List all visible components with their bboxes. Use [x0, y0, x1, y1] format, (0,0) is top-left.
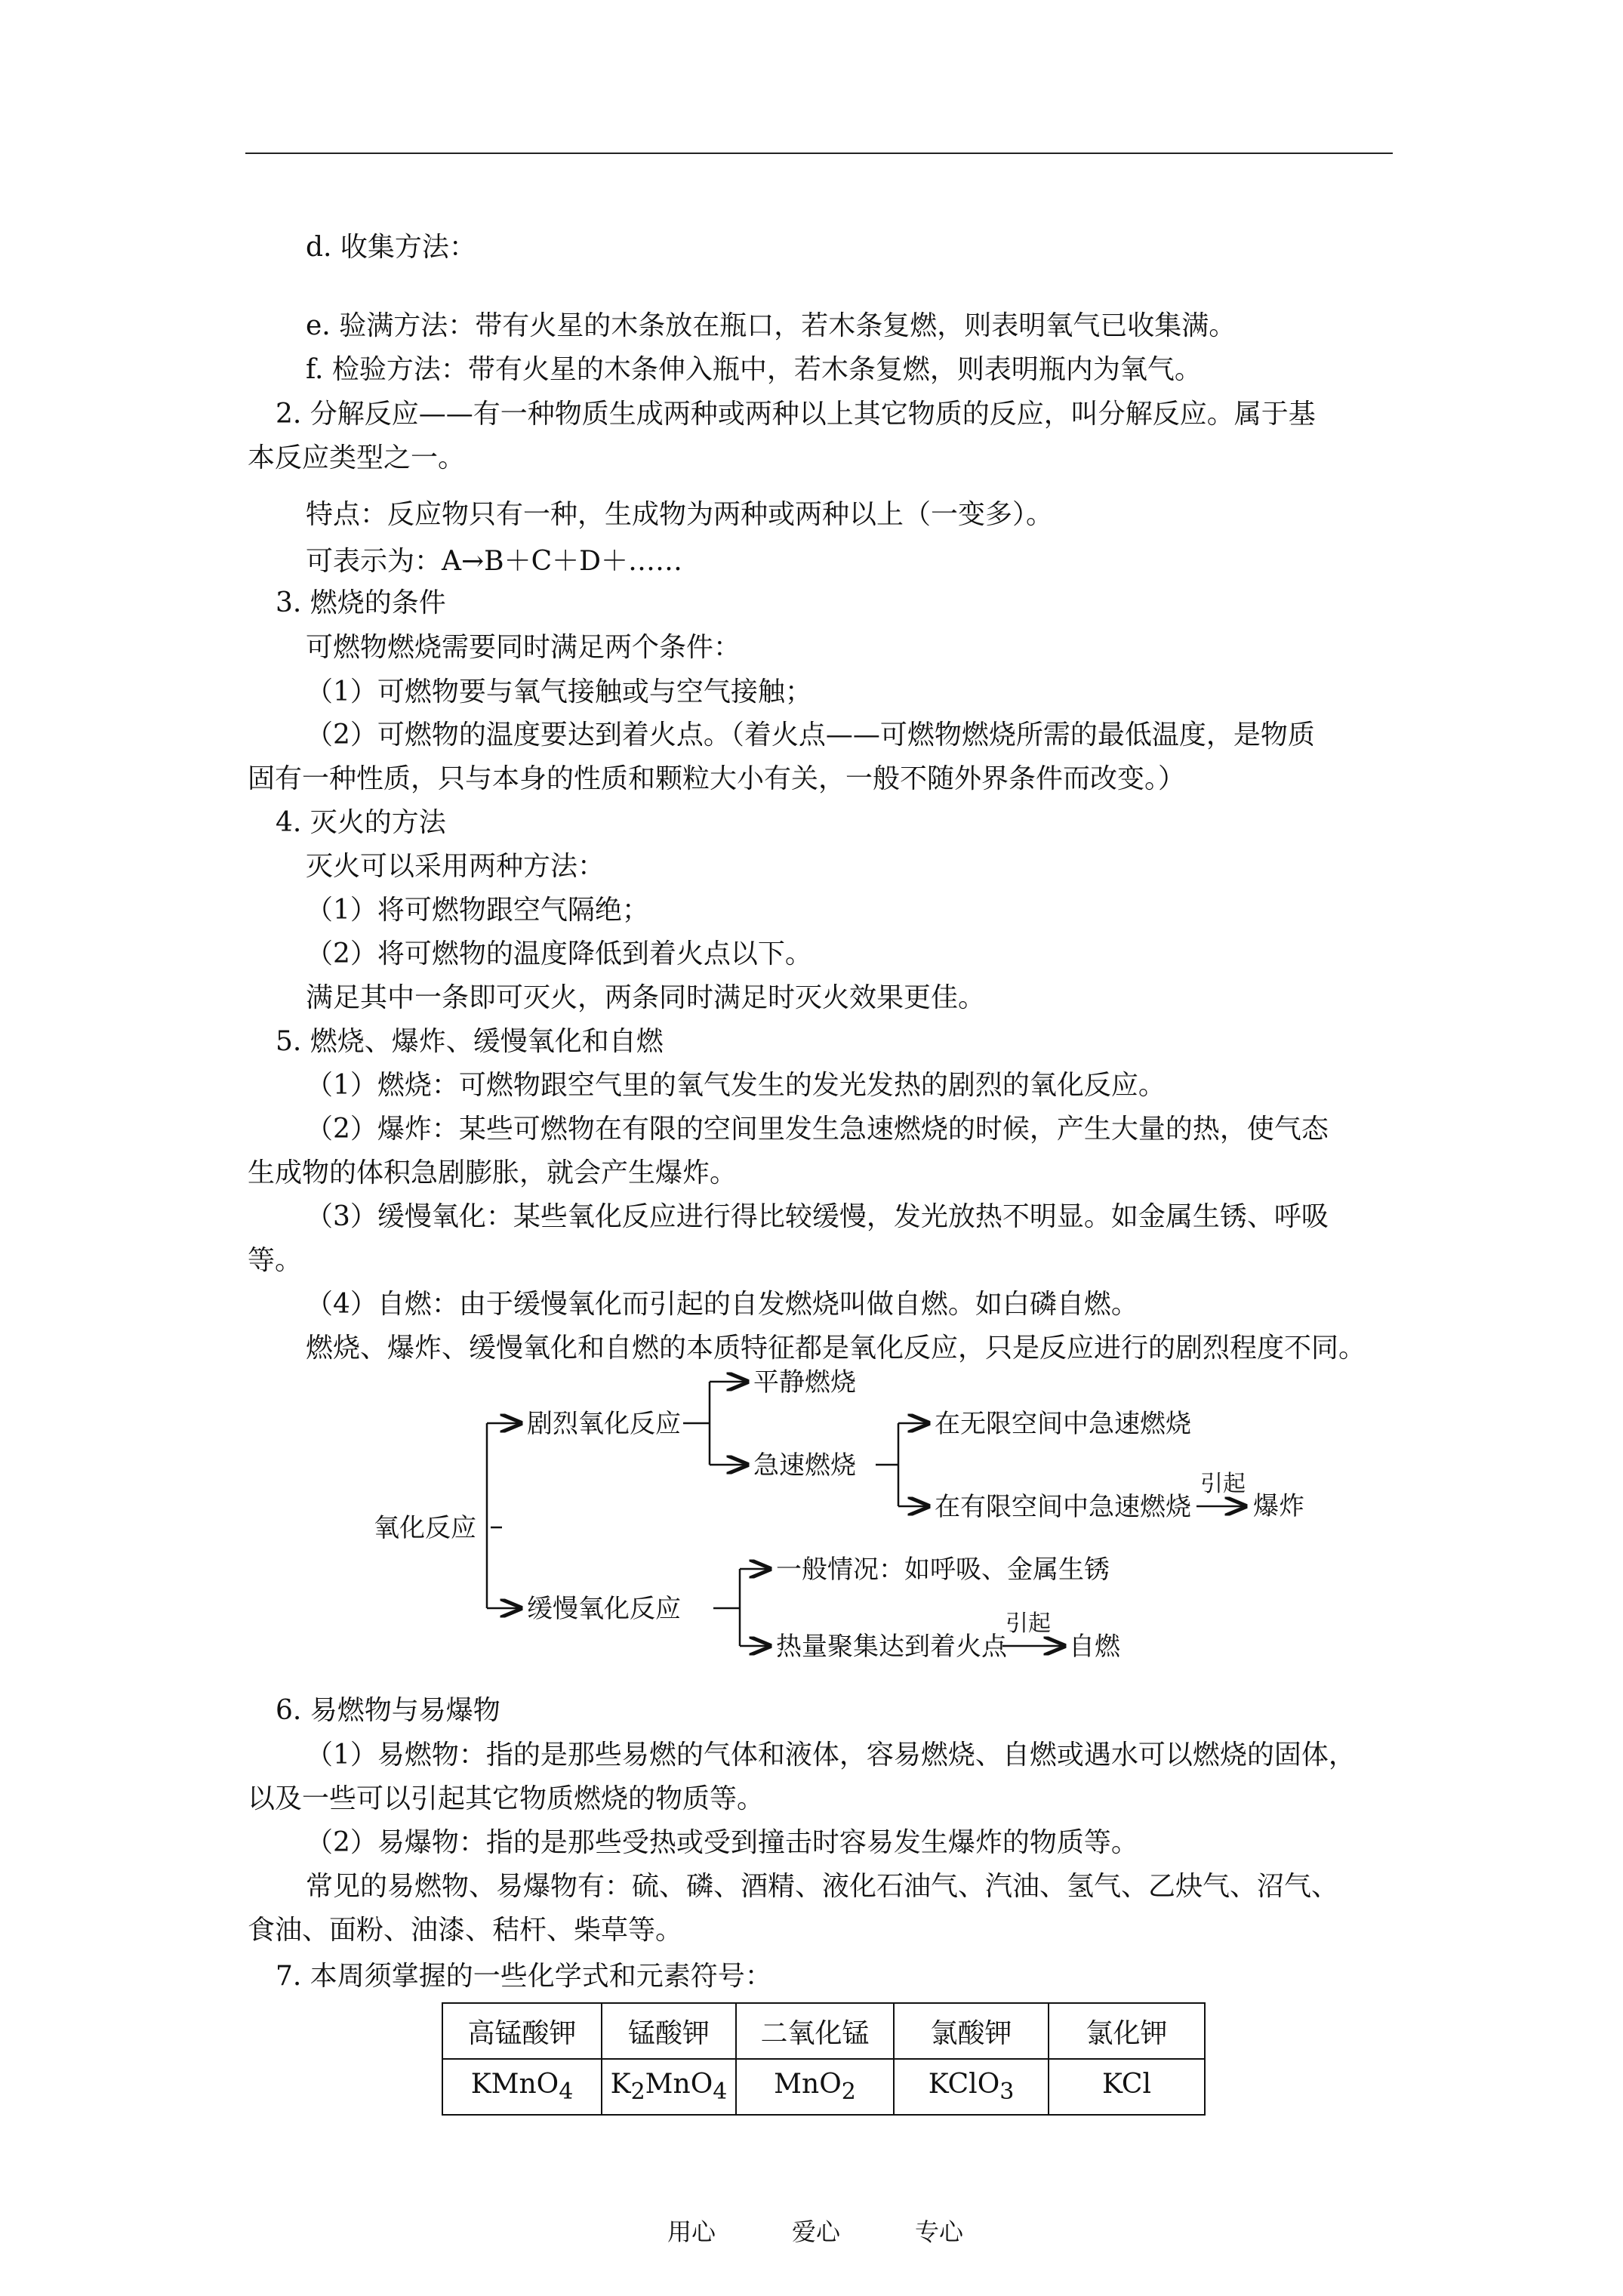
- diagram-heat: 热量聚集达到着火点: [776, 1632, 1007, 1662]
- table-cell: KMnO$_4$: [442, 2059, 602, 2115]
- text-line: （3）缓慢氧化：某些氧化反应进行得比较缓慢，发光放热不明显。如金属生锈、呼吸: [306, 1201, 1329, 1232]
- text-line: 食油、面粉、油漆、秸杆、柴草等。: [248, 1915, 683, 1946]
- text-line: （2）爆炸：某些可燃物在有限的空间里发生急速燃烧的时候，产生大量的热，使气态: [306, 1114, 1329, 1145]
- section-heading: 2. 分解反应——有一种物质生成两种或两种以上其它物质的反应，叫分解反应。属于基: [276, 399, 1316, 430]
- diagram-cause-1: 引起: [1200, 1471, 1246, 1497]
- text-line: （4）自燃：由于缓慢氧化而引起的自发燃烧叫做自燃。如白磷自燃。: [306, 1289, 1138, 1320]
- diagram-general: 一般情况：如呼吸、金属生锈: [776, 1555, 1110, 1585]
- table-cell: 高锰酸钾: [442, 2003, 602, 2059]
- footer-text-c: 专心: [915, 2217, 964, 2246]
- diagram-spontaneous: 自燃: [1069, 1632, 1120, 1662]
- text-line: 以及一些可以引起其它物质燃烧的物质等。: [248, 1783, 765, 1814]
- diagram-rapid: 急速燃烧: [753, 1450, 856, 1481]
- oxidation-diagram: [362, 1355, 1268, 1680]
- text-line: （2）可燃物的温度要达到着火点。（着火点——可燃物燃烧所需的最低温度，是物质: [306, 720, 1315, 750]
- text-line: 满足其中一条即可灭火，两条同时满足时灭火效果更佳。: [306, 982, 986, 1013]
- table-row: [442, 2003, 1205, 2059]
- footer-text-a: 用心: [667, 2217, 716, 2246]
- text-line: （2）将可燃物的温度降低到着火点以下。: [306, 938, 812, 969]
- text-line: 常见的易燃物、易爆物有：硫、磷、酒精、液化石油气、汽油、氢气、乙炔气、沼气、: [306, 1871, 1339, 1902]
- section-heading: 5. 燃烧、爆炸、缓慢氧化和自燃: [276, 1026, 664, 1057]
- text-line: 固有一种性质，只与本身的性质和颗粒大小有关，一般不随外界条件而改变。）: [248, 763, 1186, 794]
- table-row: [442, 2059, 1205, 2115]
- diagram-root: 氧化反应: [374, 1513, 476, 1543]
- section-heading: 3. 燃烧的条件: [276, 587, 446, 618]
- text-line: 可燃物燃烧需要同时满足两个条件：: [306, 632, 741, 663]
- table-cell: MnO$_2$: [736, 2059, 894, 2115]
- table-cell: 锰酸钾: [602, 2003, 736, 2059]
- section-heading: 7. 本周须掌握的一些化学式和元素符号：: [276, 1961, 772, 1992]
- header-rule: [245, 153, 1393, 154]
- diagram-unlimited: 在无限空间中急速燃烧: [935, 1409, 1191, 1439]
- text-line: d. 收集方法：: [306, 232, 476, 263]
- text-line: （1）易燃物：指的是那些易燃的气体和液体，容易燃烧、自燃或遇水可以燃烧的固体，: [306, 1740, 1356, 1771]
- table-cell: KClO$_3$: [894, 2059, 1049, 2115]
- diagram-limited: 在有限空间中急速燃烧: [935, 1492, 1191, 1522]
- diagram-slow: 缓慢氧化反应: [527, 1594, 681, 1624]
- text-line: f. 检验方法：带有火星的木条伸入瓶中，若木条复燃，则表明瓶内为氧气。: [306, 354, 1202, 385]
- diagram-violent: 剧烈氧化反应: [527, 1409, 681, 1439]
- section-heading: 6. 易燃物与易爆物: [276, 1695, 500, 1726]
- text-line: 本反应类型之一。: [248, 442, 466, 473]
- diagram-calm: 平静燃烧: [753, 1367, 856, 1398]
- text-line: （2）易爆物：指的是那些受热或受到撞击时容易发生爆炸的物质等。: [306, 1827, 1138, 1858]
- table-cell: 氯化钾: [1049, 2003, 1205, 2059]
- chemical-formula-table: [442, 2002, 1206, 2116]
- diagram-explosion-text: 爆炸: [1253, 1491, 1304, 1521]
- footer-text-b: 爱心: [792, 2217, 841, 2246]
- text-line: 燃烧、爆炸、缓慢氧化和自燃的本质特征都是氧化反应，只是反应进行的剧烈程度不同。: [306, 1333, 1366, 1364]
- text-line: 灭火可以采用两种方法：: [306, 851, 605, 882]
- text-line: （1）燃烧：可燃物跟空气里的氧气发生的发光发热的剧烈的氧化反应。: [306, 1070, 1166, 1101]
- text-line: （1）将可燃物跟空气隔绝；: [306, 895, 649, 926]
- text-line: （1）可燃物要与氧气接触或与空气接触；: [306, 676, 812, 707]
- table-cell: $K_2MnO_4$: [602, 2059, 736, 2115]
- table-cell: 氯酸钾: [894, 2003, 1049, 2059]
- section-heading: 4. 灭火的方法: [276, 807, 446, 838]
- table-cell: KCl: [1049, 2059, 1205, 2115]
- table-cell: 二氧化锰: [736, 2003, 894, 2059]
- text-line: 可表示为：A→B＋C＋D＋……: [306, 546, 683, 577]
- text-line: 特点：反应物只有一种，生成物为两种或两种以上（一变多）。: [306, 499, 1054, 530]
- text-line: 等。: [248, 1245, 303, 1276]
- diagram-cause-2: 引起: [1006, 1610, 1051, 1637]
- text-line: 生成物的体积急剧膨胀，就会产生爆炸。: [248, 1157, 738, 1188]
- text-line: e. 验满方法：带有火星的木条放在瓶口，若木条复燃，则表明氧气已收集满。: [306, 310, 1236, 341]
